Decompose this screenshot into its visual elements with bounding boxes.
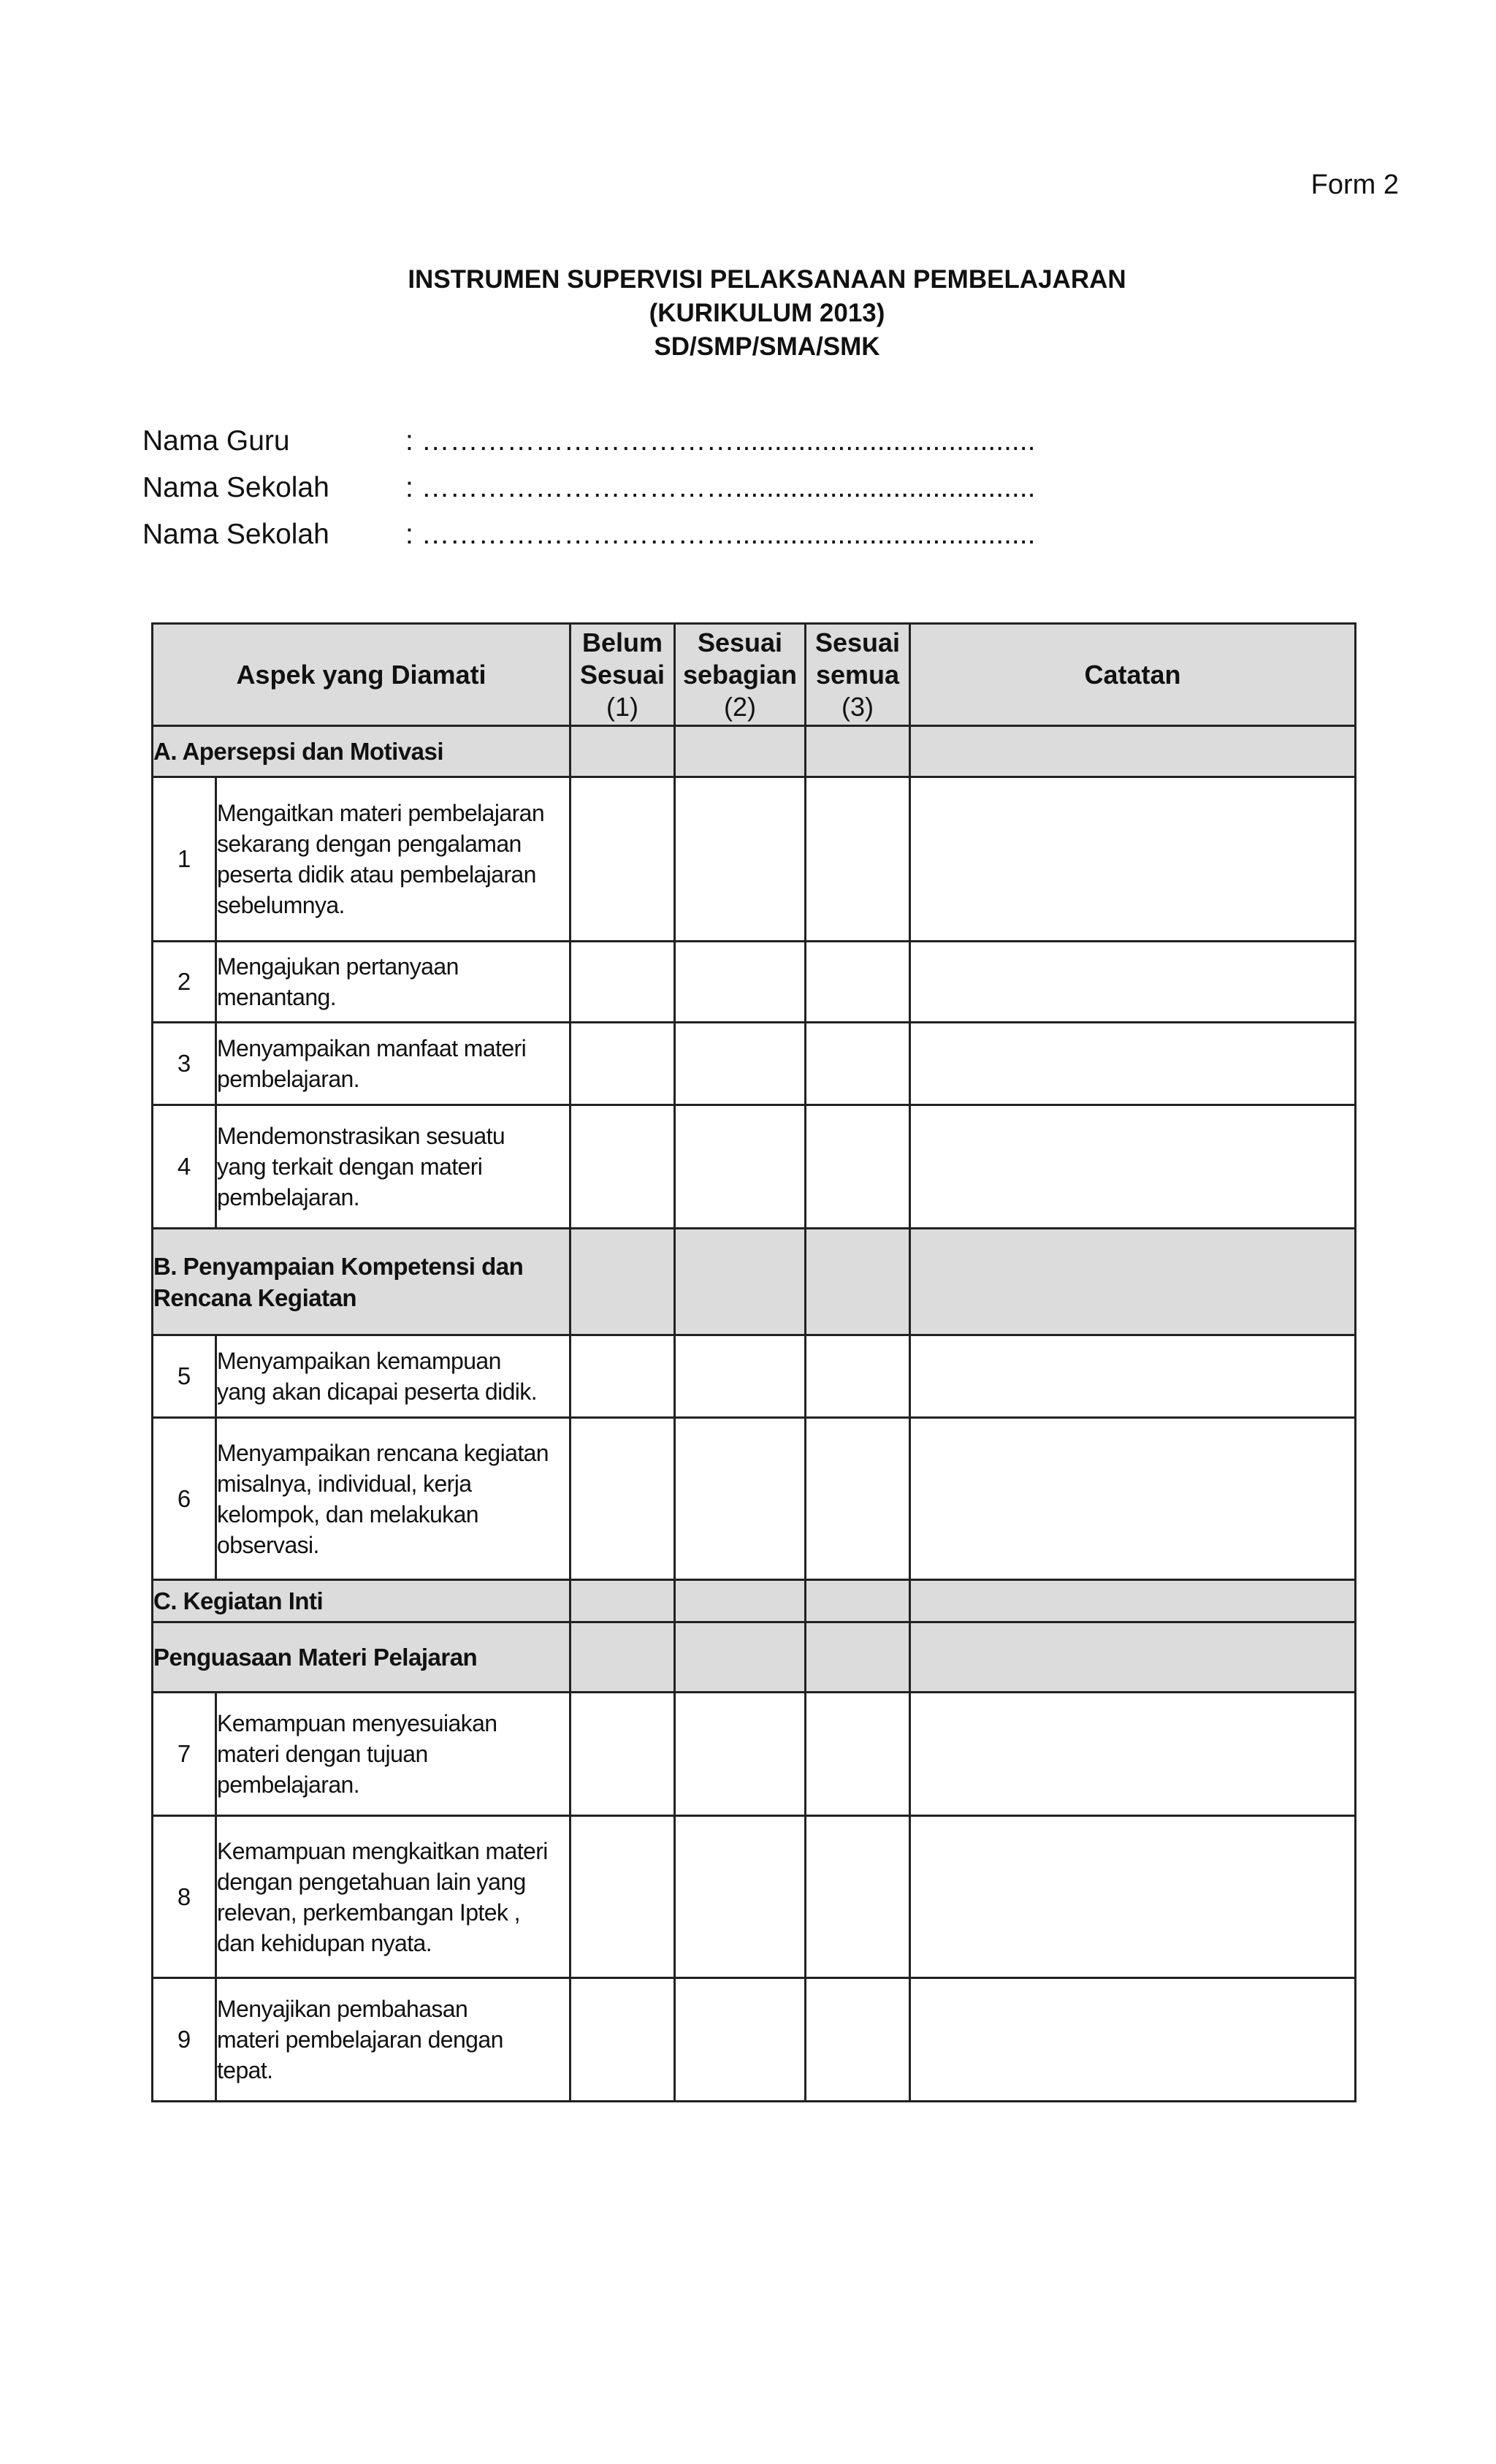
check-belum-sesuai[interactable] bbox=[570, 1693, 675, 1816]
row-description bbox=[216, 942, 570, 1023]
section-cell bbox=[570, 1580, 675, 1622]
desc-line: relevan, perkembangan Iptek , bbox=[217, 1899, 520, 1926]
header-aspek: Aspek yang Diamati bbox=[153, 624, 570, 726]
section-c-sub-label: Penguasaan Materi Pelajaran bbox=[153, 1622, 570, 1693]
check-sesuai-sebagian[interactable] bbox=[675, 1816, 806, 1978]
section-line: Rencana Kegiatan bbox=[153, 1284, 357, 1311]
section-row bbox=[153, 1580, 1356, 1622]
check-sesuai-semua[interactable] bbox=[806, 1418, 910, 1580]
row-number: 1 bbox=[153, 777, 216, 942]
desc-line: sekarang dengan pengalaman bbox=[217, 831, 522, 857]
section-line: B. Penyampaian Kompetensi dan bbox=[153, 1252, 524, 1280]
catatan-cell[interactable] bbox=[910, 1418, 1356, 1580]
catatan-cell[interactable] bbox=[910, 1693, 1356, 1816]
section-row bbox=[153, 1622, 1356, 1693]
header-text: (1) bbox=[606, 691, 638, 722]
desc-line: materi pembelajaran dengan bbox=[217, 2026, 503, 2053]
check-sesuai-sebagian[interactable] bbox=[675, 1418, 806, 1580]
desc-line: Menyajikan pembahasan bbox=[217, 1996, 468, 2022]
desc-line: sebelumnya. bbox=[217, 892, 345, 918]
check-belum-sesuai[interactable] bbox=[570, 777, 675, 942]
header-text: semua bbox=[815, 659, 900, 690]
table-row bbox=[153, 1023, 1356, 1105]
field-nama-sekolah bbox=[142, 465, 1035, 511]
header-sesuai-semua bbox=[806, 624, 910, 726]
row-number: 4 bbox=[153, 1105, 216, 1229]
section-cell bbox=[570, 1229, 675, 1335]
check-sesuai-sebagian[interactable] bbox=[675, 1693, 806, 1816]
field-label: Nama Sekolah bbox=[142, 472, 329, 503]
field-nama-sekolah-2 bbox=[142, 511, 1035, 558]
desc-line: Menyampaikan manfaat materi bbox=[217, 1035, 527, 1061]
check-belum-sesuai[interactable] bbox=[570, 1105, 675, 1229]
section-cell bbox=[910, 726, 1356, 777]
catatan-cell[interactable] bbox=[910, 1023, 1356, 1105]
desc-line: observasi. bbox=[217, 1531, 319, 1558]
check-sesuai-sebagian[interactable] bbox=[675, 1335, 806, 1418]
catatan-cell[interactable] bbox=[910, 942, 1356, 1023]
check-sesuai-semua[interactable] bbox=[806, 1693, 910, 1816]
section-cell bbox=[910, 1580, 1356, 1622]
section-cell bbox=[806, 1622, 910, 1693]
desc-line: menantang. bbox=[217, 984, 337, 1010]
desc-line: dan kehidupan nyata. bbox=[217, 1929, 432, 1956]
desc-line: yang terkait dengan materi bbox=[217, 1153, 483, 1180]
section-cell bbox=[675, 1580, 806, 1622]
row-number: 9 bbox=[153, 1978, 216, 2102]
row-description bbox=[216, 777, 570, 942]
check-belum-sesuai[interactable] bbox=[570, 942, 675, 1023]
catatan-cell[interactable] bbox=[910, 1105, 1356, 1229]
row-description bbox=[216, 1418, 570, 1580]
desc-line: dengan pengetahuan lain yang bbox=[217, 1868, 526, 1895]
header-text: (2) bbox=[724, 691, 756, 722]
form-code: Form 2 bbox=[1310, 169, 1399, 200]
identity-fields bbox=[142, 418, 1035, 558]
row-description bbox=[216, 1693, 570, 1816]
desc-line: Mengaitkan materi pembelajaran bbox=[217, 800, 545, 826]
row-description bbox=[216, 1023, 570, 1105]
field-blank[interactable]: : ……………………………...................................... bbox=[405, 519, 1036, 550]
row-number: 5 bbox=[153, 1335, 216, 1418]
section-cell bbox=[675, 726, 806, 777]
title-line-3: SD/SMP/SMA/SMK bbox=[654, 332, 880, 361]
section-a-label: A. Apersepsi dan Motivasi bbox=[153, 726, 570, 777]
desc-line: Menyampaikan kemampuan bbox=[217, 1348, 501, 1374]
catatan-cell[interactable] bbox=[910, 1335, 1356, 1418]
catatan-cell[interactable] bbox=[910, 1978, 1356, 2102]
check-belum-sesuai[interactable] bbox=[570, 1418, 675, 1580]
catatan-cell[interactable] bbox=[910, 777, 1356, 942]
row-number: 6 bbox=[153, 1418, 216, 1580]
table-header-row bbox=[153, 624, 1356, 726]
header-sesuai-sebagian bbox=[675, 624, 806, 726]
header-belum-sesuai bbox=[570, 624, 675, 726]
desc-line: pembelajaran. bbox=[217, 1066, 359, 1092]
section-cell bbox=[806, 1229, 910, 1335]
table-row bbox=[153, 1693, 1356, 1816]
field-nama-guru bbox=[142, 418, 1035, 465]
header-text: Sesuai bbox=[814, 627, 901, 657]
table-row bbox=[153, 942, 1356, 1023]
row-number: 2 bbox=[153, 942, 216, 1023]
section-cell bbox=[910, 1622, 1356, 1693]
desc-line: Menyampaikan rencana kegiatan bbox=[217, 1439, 549, 1466]
check-sesuai-sebagian[interactable] bbox=[675, 942, 806, 1023]
desc-line: peserta didik atau pembelajaran bbox=[217, 861, 536, 888]
check-sesuai-sebagian[interactable] bbox=[675, 1023, 806, 1105]
desc-line: tepat. bbox=[217, 2057, 273, 2083]
check-sesuai-semua[interactable] bbox=[806, 1978, 910, 2102]
section-cell bbox=[675, 1229, 806, 1335]
field-label: Nama Sekolah bbox=[142, 519, 329, 550]
check-sesuai-semua[interactable] bbox=[806, 1023, 910, 1105]
catatan-cell[interactable] bbox=[910, 1816, 1356, 1978]
desc-line: Mengajukan pertanyaan bbox=[217, 953, 459, 980]
desc-line: pembelajaran. bbox=[217, 1771, 359, 1798]
section-row bbox=[153, 726, 1356, 777]
header-text: Sesuai bbox=[579, 659, 665, 690]
row-description bbox=[216, 1335, 570, 1418]
row-number: 3 bbox=[153, 1023, 216, 1105]
table-row bbox=[153, 1978, 1356, 2102]
desc-line: Kemampuan menyesuiakan bbox=[217, 1710, 497, 1736]
field-blank[interactable]: : ……………………………...................................... bbox=[405, 472, 1036, 503]
header-text: Sesuai bbox=[697, 627, 783, 657]
section-cell bbox=[675, 1622, 806, 1693]
check-sesuai-sebagian[interactable] bbox=[675, 1978, 806, 2102]
section-cell bbox=[806, 726, 910, 777]
desc-line: yang akan dicapai peserta didik. bbox=[217, 1378, 537, 1405]
supervision-table bbox=[151, 622, 1356, 2102]
row-description bbox=[216, 1105, 570, 1229]
desc-line: pembelajaran. bbox=[217, 1184, 359, 1210]
desc-line: Kemampuan mengkaitkan materi bbox=[217, 1837, 548, 1864]
title-line-1: INSTRUMEN SUPERVISI PELAKSANAAN PEMBELAJARAN bbox=[408, 265, 1126, 294]
table-row bbox=[153, 777, 1356, 942]
table-row bbox=[153, 1418, 1356, 1580]
section-cell bbox=[570, 1622, 675, 1693]
header-catatan: Catatan bbox=[910, 624, 1356, 726]
check-belum-sesuai[interactable] bbox=[570, 1816, 675, 1978]
check-sesuai-semua[interactable] bbox=[806, 1816, 910, 1978]
section-cell bbox=[806, 1580, 910, 1622]
field-label: Nama Guru bbox=[142, 425, 290, 457]
table-row bbox=[153, 1816, 1356, 1978]
check-belum-sesuai[interactable] bbox=[570, 1023, 675, 1105]
section-cell bbox=[570, 726, 675, 777]
title-line-2: (KURIKULUM 2013) bbox=[649, 299, 885, 327]
check-sesuai-semua[interactable] bbox=[806, 1335, 910, 1418]
row-description bbox=[216, 1978, 570, 2102]
desc-line: misalnya, individual, kerja bbox=[217, 1470, 472, 1497]
check-belum-sesuai[interactable] bbox=[570, 1335, 675, 1418]
check-sesuai-semua[interactable] bbox=[806, 1105, 910, 1229]
check-sesuai-sebagian[interactable] bbox=[675, 777, 806, 942]
check-sesuai-semua[interactable] bbox=[806, 777, 910, 942]
table-row bbox=[153, 1335, 1356, 1418]
field-blank[interactable]: : ……………………………...................................... bbox=[405, 425, 1036, 457]
section-row bbox=[153, 1229, 1356, 1335]
check-sesuai-semua[interactable] bbox=[806, 942, 910, 1023]
check-sesuai-sebagian[interactable] bbox=[675, 1105, 806, 1229]
section-c-label: C. Kegiatan Inti bbox=[153, 1580, 570, 1622]
header-text: Belum bbox=[581, 627, 663, 657]
desc-line: Mendemonstrasikan sesuatu bbox=[217, 1123, 505, 1149]
row-description bbox=[216, 1816, 570, 1978]
section-cell bbox=[910, 1229, 1356, 1335]
check-belum-sesuai[interactable] bbox=[570, 1978, 675, 2102]
row-number: 8 bbox=[153, 1816, 216, 1978]
header-text: (3) bbox=[842, 691, 874, 722]
row-number: 7 bbox=[153, 1693, 216, 1816]
header-text: sebagian bbox=[682, 659, 798, 690]
desc-line: kelompok, dan melakukan bbox=[217, 1500, 478, 1527]
desc-line: materi dengan tujuan bbox=[217, 1741, 428, 1767]
section-b-label bbox=[153, 1229, 570, 1335]
document-title bbox=[0, 263, 1496, 364]
table-row bbox=[153, 1105, 1356, 1229]
